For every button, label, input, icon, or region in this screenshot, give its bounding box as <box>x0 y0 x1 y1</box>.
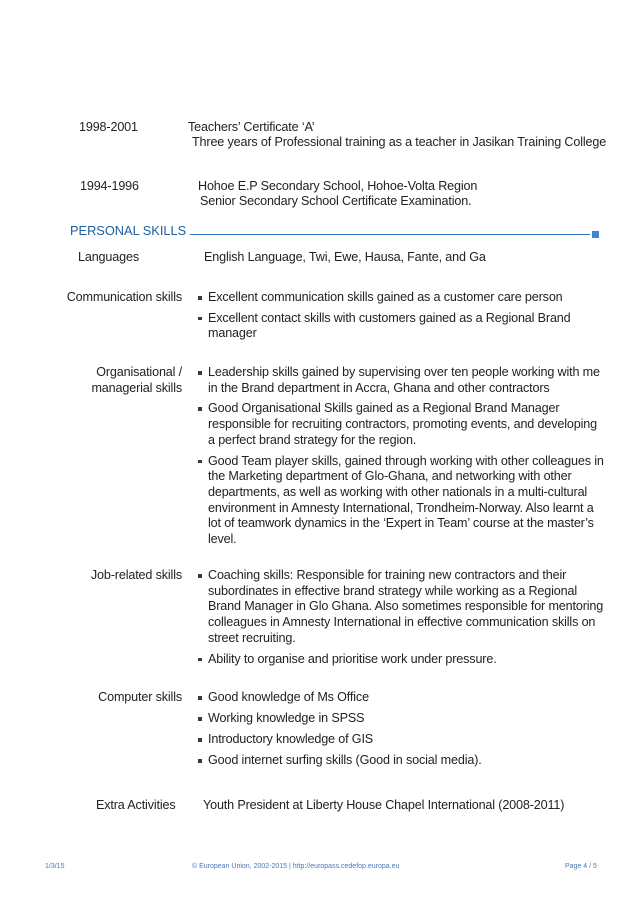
organisational-list <box>197 365 617 548</box>
computer-skills-list <box>197 690 617 769</box>
list-item: Working knowledge in SPSS <box>197 711 617 727</box>
list-item: Excellent contact skills with customers gained as a Regional Brand manager <box>197 311 617 342</box>
languages-value: English Language, Twi, Ewe, Hausa, Fante, and Ga <box>204 250 486 264</box>
computer-skills-label: Computer skills <box>98 690 182 704</box>
education-2-title: Hohoe E.P Secondary School, Hohoe-Volta Region <box>198 179 478 193</box>
section-heading-personal-skills: PERSONAL SKILLS <box>70 223 187 238</box>
footer-date: 1/3/15 <box>45 863 65 870</box>
languages-label: Languages <box>78 250 139 264</box>
extra-activities-label: Extra Activities <box>96 798 176 812</box>
footer-page-number: Page 4 / 5 <box>565 863 597 870</box>
job-related-list <box>197 568 617 667</box>
education-2-detail: Senior Secondary School Certificate Examination. <box>200 194 472 208</box>
list-item: Leadership skills gained by supervising over ten people working with me in the Brand department in Accra, Ghana and other contractors <box>197 365 617 396</box>
education-1-title: Teachers’ Certificate ‘A’ <box>188 120 315 134</box>
extra-activities-value: Youth President at Liberty House Chapel International (2008-2011) <box>203 798 565 812</box>
section-rule <box>190 234 590 235</box>
list-item: Good Team player skills, gained through working with other colleagues in the Marketing department of Glo-Ghana, and networking with other departments, as well as working with other nationals in a multi-cultural environment in Amnesty International, Trondheim-Norway. Also learnt a lot of teamwork dynamics in the ‘Expert in Team’ course at the master’s level. <box>197 454 617 548</box>
list-item: Excellent communication skills gained as a customer care person <box>197 290 617 306</box>
list-item: Introductory knowledge of GIS <box>197 732 617 748</box>
communication-list <box>197 290 617 342</box>
education-2-dates: 1994-1996 <box>80 179 139 193</box>
list-item: Good Organisational Skills gained as a Regional Brand Manager responsible for recruiting contractors, promoting events, and developing a perfect brand strategy for the region. <box>197 401 617 448</box>
communication-label: Communication skills <box>66 290 182 304</box>
list-item: Good knowledge of Ms Office <box>197 690 617 706</box>
job-related-label: Job-related skills <box>90 568 182 582</box>
education-1-detail: Three years of Professional training as a teacher in Jasikan Training College <box>192 135 607 149</box>
organisational-label: Organisational / managerial skills <box>91 365 182 395</box>
footer-copyright: © European Union, 2002-2015 | http://europass.cedefop.europa.eu <box>192 863 400 870</box>
education-1-dates: 1998-2001 <box>79 120 138 134</box>
list-item: Ability to organise and prioritise work under pressure. <box>197 652 617 668</box>
list-item: Good internet surfing skills (Good in social media). <box>197 753 617 769</box>
list-item: Coaching skills: Responsible for training new contractors and their subordinates in effective brand strategy while working as a Regional Brand Manager in Glo Ghana. Also sometimes responsible for mentoring colleagues in Amnesty International in effective communication skills on street recruiting. <box>197 568 617 647</box>
section-rule-marker <box>592 231 599 238</box>
